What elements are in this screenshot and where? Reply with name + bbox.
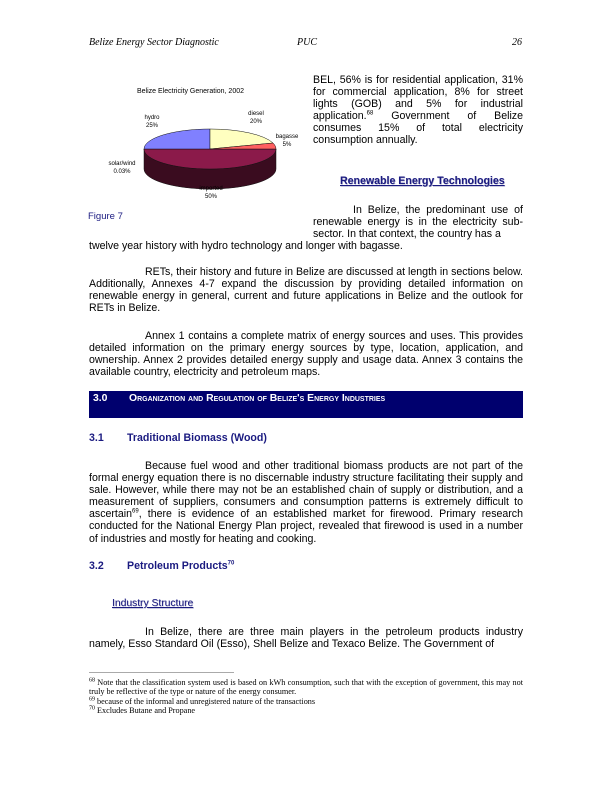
label-bagasse: bagasse 5% [275, 134, 299, 148]
paragraph-annex: Annex 1 contains a complete matrix of energy sources and uses. This provides detailed information on the primary energy sources by type, location, application, and ownership. Annex 2 provides detailed energy supply and usage data. Annex 3 contains the available country, electricity and petroleum maps. [89, 330, 523, 379]
label-hydro: hydro 25% [144, 115, 160, 129]
footnote-divider [89, 672, 234, 673]
paragraph-rets: RETs, their history and future in Belize are discussed at length in sections below. Additionally, Annexes 4-7 expand the discussion by providing detailed information on renewable energy in general, current and future applications in Belize and the outlook for RETs in Belize. [89, 266, 523, 315]
paragraph-industry: In Belize, there are three main players in the petroleum products industry namely, Esso Standard Oil (Esso), Shell Belize and Texaco Belize. The Government of [89, 626, 523, 651]
paragraph-renewable-continued: twelve year history with hydro technology and longer with bagasse. [89, 240, 403, 252]
heading-renewable-energy: Renewable Energy Technologies [340, 175, 505, 187]
footnote-ref-70[interactable]: 70 [227, 560, 235, 567]
footnote-ref-68[interactable]: 68 [366, 110, 374, 117]
paragraph-bel-consumption: BEL, 56% is for residential application, 31% for commercial application, 8% for street lights (GOB) and 5% for industrial application.$^{68}$ Government of Belize consumes 15% of total electricity consumption annually. [313, 74, 523, 147]
paragraph-renewable: In Belize, the predominant use of renewable energy is in the electricity sub-sector. In that context, the country has a [313, 204, 523, 241]
chart-title: Belize Electricity Generation, 2002 [137, 88, 244, 95]
label-solar-wind: solar/wind 0.03% [108, 161, 136, 175]
footnote-70: $^{70}$ Excludes Butane and Propane [89, 705, 196, 715]
figure-caption: Figure 7 [88, 211, 123, 222]
label-diesel: diesel 20% [248, 111, 264, 125]
footnote-68: $^{68}$ Note that the classification system used is based on kWh consumption, such that with the exception of government, this may not truly be reflective of the type or nature of the energy consumer. [89, 677, 523, 697]
running-header-title: Belize Energy Sector Diagnostic [89, 37, 219, 48]
footnote-ref-69[interactable]: 69 [132, 508, 139, 515]
section-heading-3-0: 3.0 Organization and Regulation of Belize's Energy Industries [89, 391, 523, 418]
label-imported: imported 50% [199, 186, 223, 200]
footnote-69: $^{69}$ because of the informal and unregistered nature of the transactions [89, 696, 316, 706]
subheading-industry-structure: Industry Structure [112, 598, 194, 609]
running-header-org: PUC [297, 37, 317, 48]
page-number: 26 [512, 37, 522, 48]
paragraph-biomass: Because fuel wood and other traditional biomass products are not part of the formal energy equation there is no discernable industry structure facilitating their supply and sale. However, while there may not be an established chain of supply or distribution, and a measurement of suppliers, consumers and consumption patterns is extremely difficult to ascertain$^{69}$, there is evidence of an established market for firewood. Primary research conducted for the National Energy Plan project, revealed that firewood is used in a number of industries and mostly for heating and cooking. [89, 460, 523, 545]
